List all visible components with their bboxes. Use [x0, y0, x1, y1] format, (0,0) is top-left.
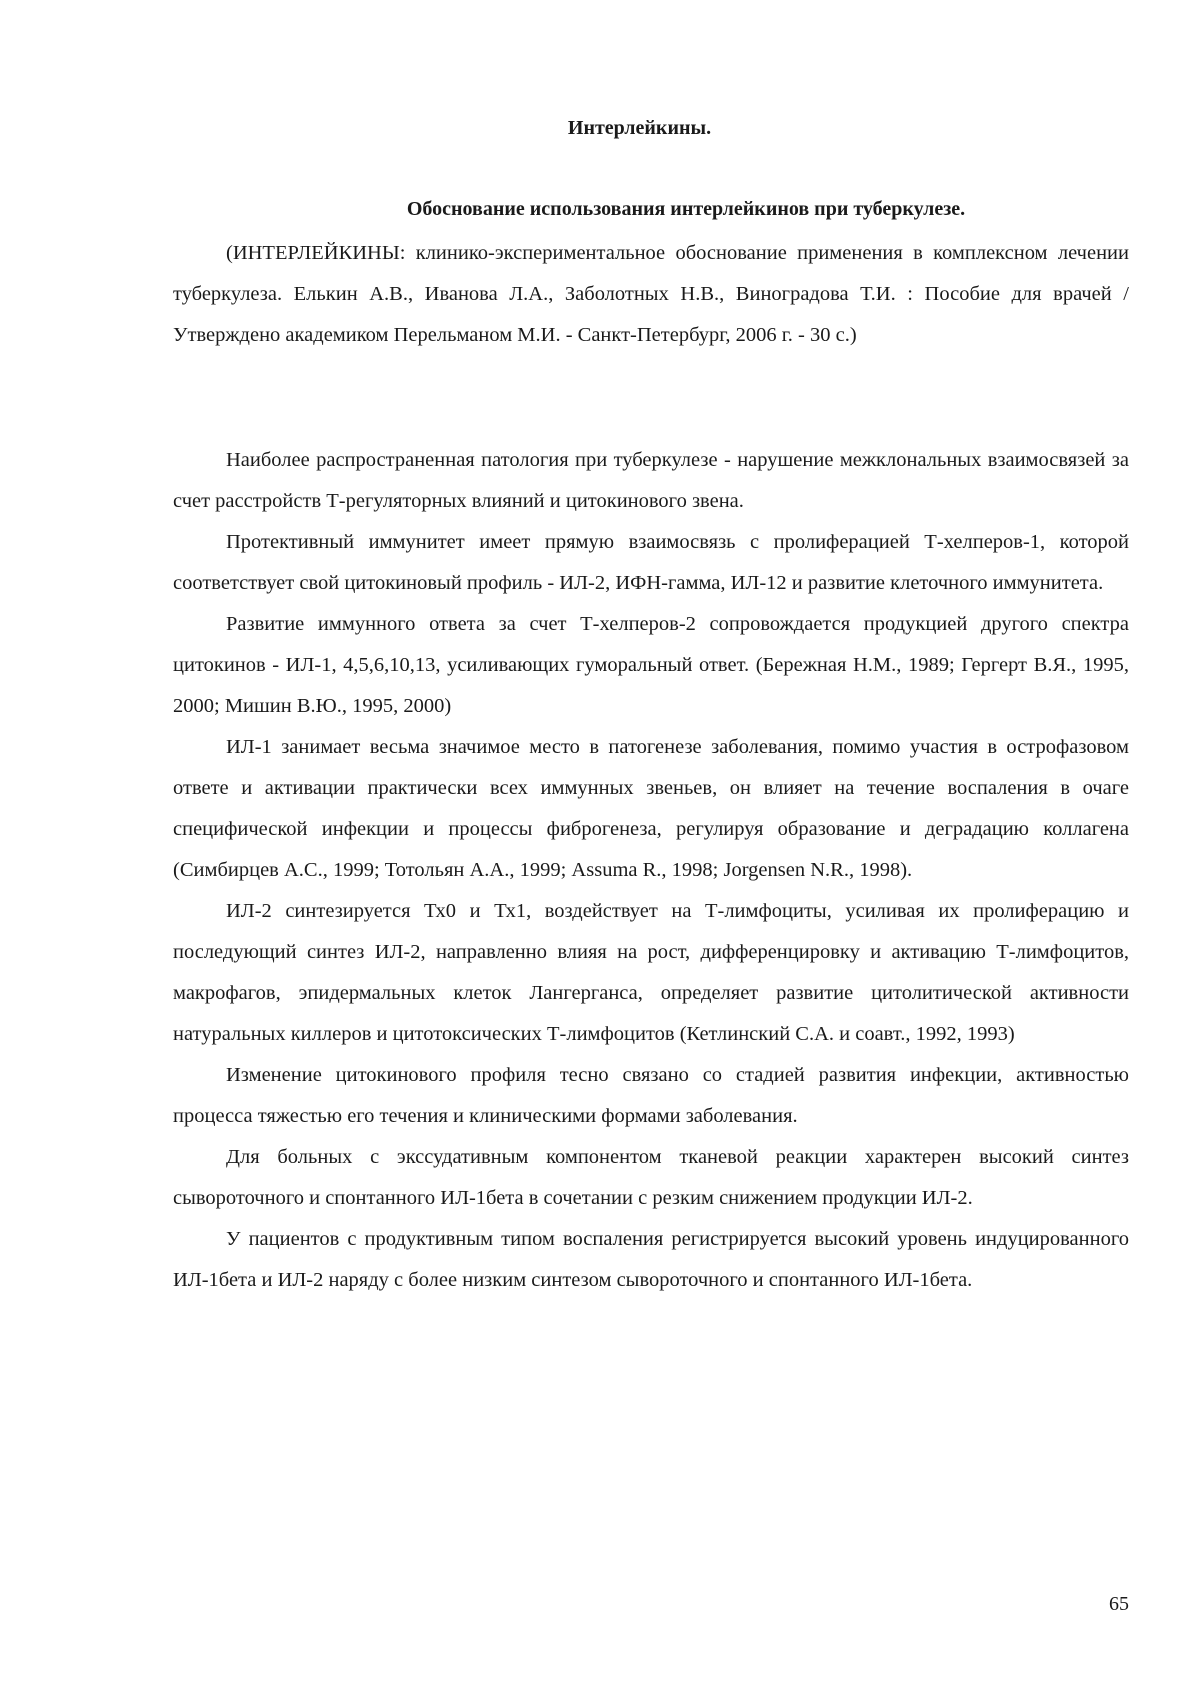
paragraph-2: Протективный иммунитет имеет прямую взаимосвязь с пролиферацией Т-хелперов-1, которой соответствует свой цитокиновый профиль - ИЛ-2, ИФН-гамма, ИЛ-12 и развитие клеточного иммунитета.	[173, 531, 1129, 594]
paragraph-7: Для больных с экссудативным компонентом тканевой реакции характерен высокий синтез сывороточного и спонтанного ИЛ-1бета в сочетании с резким снижением продукции ИЛ-2.	[173, 1146, 1129, 1209]
paragraph-4: ИЛ-1 занимает весьма значимое место в патогенезе заболевания, помимо участия в острофазовом ответе и активации практически всех иммунных звеньев, он влияет на течение воспаления в очаге специфической инфекции и процессы фиброгенеза, регулируя образование и деградацию коллагена (Симбирцев А.С., 1999; Тотольян А.А., 1999; Assuma R., 1998; Jorgensen N.R., 1998).	[173, 736, 1129, 881]
paragraph-3: Развитие иммунного ответа за счет Т-хелперов-2 сопровождается продукцией другого спектра цитокинов - ИЛ-1, 4,5,6,10,13, усиливающих гуморальный ответ. (Бережная Н.М., 1989; Гергерт В.Я., 1995, 2000; Мишин В.Ю., 1995, 2000)	[173, 613, 1129, 717]
body-text	[173, 440, 1129, 1301]
paragraph-6: Изменение цитокинового профиля тесно связано со стадией развития инфекции, активностью процесса тяжестью его течения и клиническими формами заболевания.	[173, 1064, 1129, 1127]
section-heading: Обоснование использования интерлейкинов при туберкулезе.	[406, 198, 966, 220]
paragraph-5: ИЛ-2 синтезируется Тх0 и Тх1, воздействует на Т-лимфоциты, усиливая их пролиферацию и последующий синтез ИЛ-2, направленно влияя на рост, дифференцировку и активацию Т-лимфоцитов, макрофагов, эпидермальных клеток Лангерганса, определяет развитие цитолитической активности натуральных киллеров и цитотоксических Т-лимфоцитов (Кетлинский С.А. и соавт., 1992, 1993)	[173, 900, 1129, 1045]
reference-block	[173, 233, 1129, 356]
reference-paragraph: (ИНТЕРЛЕЙКИНЫ: клинико-экспериментальное обоснование применения в комплексном лечении туберкулеза. Елькин А.В., Иванова Л.А., Заболотных Н.В., Виноградова Т.И. : Пособие для врачей / Утверждено академиком Перельманом М.И. - Санкт-Петербург, 2006 г. - 30 с.)	[173, 242, 1129, 346]
paragraph-8: У пациентов с продуктивным типом воспаления регистрируется высокий уровень индуцированного ИЛ-1бета и ИЛ-2 наряду с более низким синтезом сывороточного и спонтанного ИЛ-1бета.	[173, 1228, 1129, 1291]
page-number: 65	[1109, 1593, 1129, 1615]
page-title: Интерлейкины.	[567, 117, 712, 139]
paragraph-1: Наиболее распространенная патология при туберкулезе - нарушение межклональных взаимосвязей за счет расстройств Т-регуляторных влияний и цитокинового звена.	[173, 449, 1129, 512]
